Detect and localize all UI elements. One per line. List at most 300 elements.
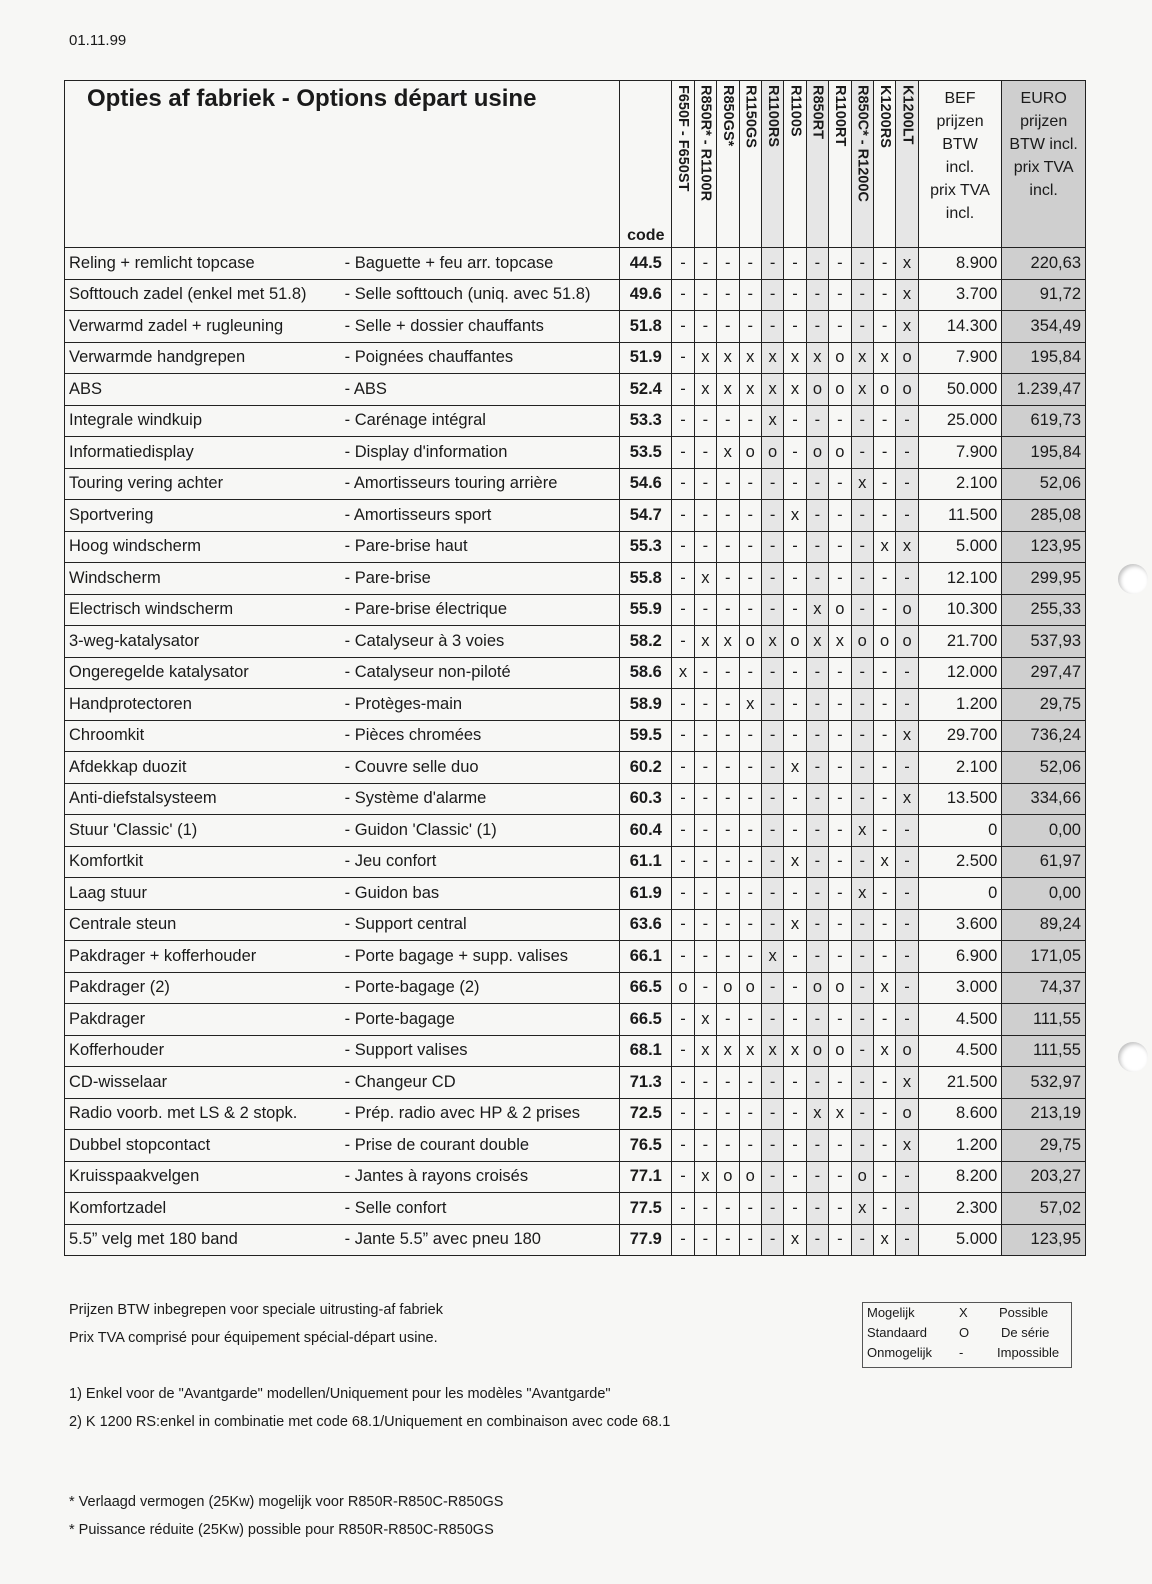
price-euro: 354,49 (1002, 311, 1086, 343)
option-code: 51.8 (620, 311, 672, 343)
availability-mark: x (717, 437, 739, 469)
model-header: R1100RT (829, 81, 851, 248)
availability-mark: - (761, 1161, 783, 1193)
price-note-nl: Prijzen BTW inbegrepen voor speciale uitrusting-af fabriek (69, 1302, 443, 1318)
availability-mark: - (829, 311, 851, 343)
availability-mark: o (896, 626, 918, 658)
option-name-fr: - Jante 5.5” avec pneu 180 (343, 1224, 620, 1256)
availability-mark: - (896, 909, 918, 941)
availability-mark: - (672, 878, 694, 910)
price-euro: 736,24 (1002, 720, 1086, 752)
availability-mark: x (896, 1067, 918, 1099)
option-name-fr: - Jantes à rayons croisés (343, 1161, 620, 1193)
option-name-nl: Sportvering (65, 500, 343, 532)
availability-mark: - (829, 689, 851, 721)
availability-mark: - (672, 815, 694, 847)
availability-mark: - (896, 563, 918, 595)
availability-mark: - (851, 1004, 873, 1036)
punch-hole (1118, 1042, 1148, 1072)
availability-mark: - (851, 594, 873, 626)
availability-mark: x (806, 342, 828, 374)
availability-mark: - (761, 594, 783, 626)
availability-mark: x (896, 531, 918, 563)
availability-mark: o (896, 1035, 918, 1067)
availability-mark: x (873, 846, 895, 878)
table-row (65, 1193, 1086, 1225)
availability-mark: o (873, 626, 895, 658)
availability-mark: x (896, 1130, 918, 1162)
option-code: 59.5 (620, 720, 672, 752)
availability-mark: - (896, 815, 918, 847)
option-code: 66.5 (620, 1004, 672, 1036)
price-bef: 13.500 (918, 783, 1002, 815)
price-bef: 29.700 (918, 720, 1002, 752)
availability-mark: x (717, 626, 739, 658)
availability-mark: - (761, 846, 783, 878)
availability-mark: o (896, 342, 918, 374)
price-euro: 111,55 (1002, 1035, 1086, 1067)
table-row (65, 1161, 1086, 1193)
availability-mark: - (717, 878, 739, 910)
availability-mark: - (851, 563, 873, 595)
availability-mark: - (829, 783, 851, 815)
legend-nl: Standaard (867, 1325, 927, 1340)
availability-mark: - (873, 815, 895, 847)
availability-mark: - (739, 909, 761, 941)
availability-mark: - (761, 1098, 783, 1130)
availability-mark: - (761, 531, 783, 563)
availability-mark: o (806, 1035, 828, 1067)
availability-mark: - (851, 531, 873, 563)
price-bef: 0 (918, 815, 1002, 847)
availability-mark: - (873, 878, 895, 910)
price-bef: 8.900 (918, 248, 1002, 280)
availability-mark: - (806, 783, 828, 815)
price-bef: 2.100 (918, 468, 1002, 500)
option-name-fr: - Prise de courant double (343, 1130, 620, 1162)
legend-symbol: X (959, 1305, 968, 1320)
option-code: 61.9 (620, 878, 672, 910)
availability-mark: - (829, 1130, 851, 1162)
availability-mark: - (851, 657, 873, 689)
option-name-nl: Komfortkit (65, 846, 343, 878)
availability-mark: - (829, 1004, 851, 1036)
availability-mark: - (851, 405, 873, 437)
availability-mark: x (739, 1035, 761, 1067)
availability-mark: - (829, 531, 851, 563)
availability-mark: - (873, 1067, 895, 1099)
availability-mark: - (873, 279, 895, 311)
availability-mark: - (672, 1130, 694, 1162)
table-row (65, 1067, 1086, 1099)
option-name-fr: - Amortisseurs touring arrière (343, 468, 620, 500)
availability-mark: - (851, 752, 873, 784)
availability-mark: o (717, 972, 739, 1004)
availability-mark: - (784, 311, 806, 343)
table-row (65, 878, 1086, 910)
availability-mark: - (829, 1161, 851, 1193)
availability-mark: - (784, 1130, 806, 1162)
availability-mark: - (829, 563, 851, 595)
availability-mark: o (829, 594, 851, 626)
legend-box (862, 1302, 1072, 1368)
availability-mark: x (739, 374, 761, 406)
availability-mark: - (717, 1130, 739, 1162)
availability-mark: - (873, 1098, 895, 1130)
availability-mark: - (717, 1224, 739, 1256)
availability-mark: - (829, 1224, 851, 1256)
availability-mark: - (896, 1224, 918, 1256)
availability-mark: - (717, 657, 739, 689)
availability-mark: - (873, 941, 895, 973)
availability-mark: - (672, 846, 694, 878)
availability-mark: - (806, 1004, 828, 1036)
option-name-fr: - Pare-brise haut (343, 531, 620, 563)
availability-mark: - (739, 846, 761, 878)
availability-mark: x (784, 342, 806, 374)
availability-mark: - (739, 1067, 761, 1099)
availability-mark: - (672, 311, 694, 343)
price-bef: 6.900 (918, 941, 1002, 973)
price-bef: 10.300 (918, 594, 1002, 626)
option-name-nl: Radio voorb. met LS & 2 stopk. (65, 1098, 343, 1130)
availability-mark: - (672, 1098, 694, 1130)
price-bef: 21.500 (918, 1067, 1002, 1099)
availability-mark: x (873, 342, 895, 374)
price-euro: 171,05 (1002, 941, 1086, 973)
availability-mark: - (851, 1035, 873, 1067)
option-name-nl: Electrisch windscherm (65, 594, 343, 626)
availability-mark: - (672, 720, 694, 752)
availability-mark: - (784, 657, 806, 689)
availability-mark: - (694, 783, 716, 815)
availability-mark: - (873, 500, 895, 532)
bef-price-header: BEF prijzen BTW incl. prix TVA incl. (918, 81, 1002, 248)
price-euro: 537,93 (1002, 626, 1086, 658)
availability-mark: - (672, 1193, 694, 1225)
availability-mark: - (806, 531, 828, 563)
option-name-nl: CD-wisselaar (65, 1067, 343, 1099)
availability-mark: - (739, 468, 761, 500)
model-header: F650F - F650ST (672, 81, 694, 248)
availability-mark: x (694, 1035, 716, 1067)
availability-mark: - (694, 468, 716, 500)
availability-mark: x (851, 1193, 873, 1225)
availability-mark: - (739, 594, 761, 626)
availability-mark: - (672, 752, 694, 784)
availability-mark: - (717, 752, 739, 784)
availability-mark: x (873, 1035, 895, 1067)
availability-mark: - (806, 657, 828, 689)
option-code: 71.3 (620, 1067, 672, 1099)
availability-mark: - (896, 468, 918, 500)
option-name-nl: Integrale windkuip (65, 405, 343, 437)
price-euro: 203,27 (1002, 1161, 1086, 1193)
availability-mark: - (851, 437, 873, 469)
table-row (65, 437, 1086, 469)
availability-mark: - (784, 248, 806, 280)
price-euro: 0,00 (1002, 878, 1086, 910)
option-name-nl: Softtouch zadel (enkel met 51.8) (65, 279, 343, 311)
availability-mark: - (851, 783, 873, 815)
availability-mark: - (784, 531, 806, 563)
availability-mark: x (806, 626, 828, 658)
availability-mark: - (851, 909, 873, 941)
availability-mark: x (896, 720, 918, 752)
table-row (65, 248, 1086, 280)
availability-mark: - (896, 941, 918, 973)
option-code: 66.1 (620, 941, 672, 973)
availability-mark: - (761, 248, 783, 280)
price-bef: 7.900 (918, 342, 1002, 374)
option-name-fr: - Catalyseur non-piloté (343, 657, 620, 689)
availability-mark: - (873, 1004, 895, 1036)
availability-mark: - (873, 594, 895, 626)
availability-mark: - (896, 689, 918, 721)
availability-mark: - (806, 752, 828, 784)
availability-mark: - (873, 1161, 895, 1193)
availability-mark: o (739, 1161, 761, 1193)
availability-mark: o (896, 1098, 918, 1130)
availability-mark: - (717, 594, 739, 626)
availability-mark: o (829, 972, 851, 1004)
availability-mark: - (873, 563, 895, 595)
table-row (65, 689, 1086, 721)
availability-mark: - (717, 846, 739, 878)
availability-mark: x (873, 1224, 895, 1256)
table-row (65, 500, 1086, 532)
price-euro: 195,84 (1002, 342, 1086, 374)
availability-mark: - (739, 531, 761, 563)
model-header: R1100S (784, 81, 806, 248)
option-name-nl: Windscherm (65, 563, 343, 595)
availability-mark: x (784, 1035, 806, 1067)
option-name-nl: Ongeregelde katalysator (65, 657, 343, 689)
availability-mark: - (672, 1004, 694, 1036)
option-name-nl: Touring vering achter (65, 468, 343, 500)
availability-mark: - (873, 437, 895, 469)
option-name-fr: - Carénage intégral (343, 405, 620, 437)
availability-mark: - (784, 563, 806, 595)
option-code: 77.1 (620, 1161, 672, 1193)
option-name-nl: Hoog windscherm (65, 531, 343, 563)
option-name-nl: Stuur 'Classic' (1) (65, 815, 343, 847)
availability-mark: - (873, 1193, 895, 1225)
availability-mark: o (829, 437, 851, 469)
availability-mark: o (873, 374, 895, 406)
option-name-fr: - Support central (343, 909, 620, 941)
footnote-star-nl: * Verlaagd vermogen (25Kw) mogelijk voor R850R-R850C-R850GS (69, 1494, 504, 1510)
option-name-nl: Verwarmde handgrepen (65, 342, 343, 374)
page-title: Opties af fabriek - Options départ usine (65, 81, 620, 248)
price-bef: 3.000 (918, 972, 1002, 1004)
availability-mark: - (896, 1161, 918, 1193)
availability-mark: - (806, 500, 828, 532)
availability-mark: - (739, 248, 761, 280)
availability-mark: - (694, 720, 716, 752)
availability-mark: - (717, 500, 739, 532)
availability-mark: - (806, 941, 828, 973)
availability-mark: - (873, 909, 895, 941)
table-row (65, 374, 1086, 406)
table-row (65, 972, 1086, 1004)
price-bef: 2.100 (918, 752, 1002, 784)
availability-mark: - (672, 1161, 694, 1193)
availability-mark: o (672, 972, 694, 1004)
table-row (65, 1224, 1086, 1256)
availability-mark: - (806, 878, 828, 910)
option-name-nl: Pakdrager (65, 1004, 343, 1036)
price-bef: 11.500 (918, 500, 1002, 532)
availability-mark: - (873, 689, 895, 721)
availability-mark: - (739, 815, 761, 847)
availability-mark: x (717, 374, 739, 406)
price-euro: 61,97 (1002, 846, 1086, 878)
price-bef: 2.300 (918, 1193, 1002, 1225)
option-code: 49.6 (620, 279, 672, 311)
footnote-1: 1) Enkel voor de "Avantgarde" modellen/Uniquement pour les modèles "Avantgarde" (69, 1386, 611, 1402)
availability-mark: - (739, 1004, 761, 1036)
availability-mark: - (672, 941, 694, 973)
availability-mark: x (694, 626, 716, 658)
availability-mark: - (739, 279, 761, 311)
availability-mark: x (717, 342, 739, 374)
table-row (65, 594, 1086, 626)
availability-mark: - (806, 279, 828, 311)
availability-mark: - (784, 1098, 806, 1130)
footnote-star-fr: * Puissance réduite (25Kw) possible pour R850R-R850C-R850GS (69, 1522, 494, 1538)
option-name-fr: - Pare-brise électrique (343, 594, 620, 626)
option-name-nl: Komfortzadel (65, 1193, 343, 1225)
availability-mark: - (761, 783, 783, 815)
availability-mark: - (761, 468, 783, 500)
option-code: 77.5 (620, 1193, 672, 1225)
availability-mark: - (672, 342, 694, 374)
availability-mark: - (739, 1224, 761, 1256)
availability-mark: - (829, 846, 851, 878)
price-euro: 213,19 (1002, 1098, 1086, 1130)
price-euro: 532,97 (1002, 1067, 1086, 1099)
price-bef: 8.600 (918, 1098, 1002, 1130)
availability-mark: - (672, 500, 694, 532)
availability-mark: - (829, 909, 851, 941)
availability-mark: - (739, 1130, 761, 1162)
availability-mark: - (694, 909, 716, 941)
legend-symbol: - (959, 1345, 964, 1360)
price-euro: 89,24 (1002, 909, 1086, 941)
availability-mark: - (739, 941, 761, 973)
option-name-fr: - Guidon bas (343, 878, 620, 910)
availability-mark: - (806, 405, 828, 437)
availability-mark: - (851, 846, 873, 878)
availability-mark: - (896, 972, 918, 1004)
option-name-fr: - Couvre selle duo (343, 752, 620, 784)
option-name-fr: - Pare-brise (343, 563, 620, 595)
option-name-fr: - Selle confort (343, 1193, 620, 1225)
availability-mark: - (851, 941, 873, 973)
availability-mark: - (851, 311, 873, 343)
option-code: 63.6 (620, 909, 672, 941)
availability-mark: - (672, 405, 694, 437)
availability-mark: - (896, 500, 918, 532)
availability-mark: - (694, 1067, 716, 1099)
availability-mark: o (739, 437, 761, 469)
option-code: 66.5 (620, 972, 672, 1004)
option-name-nl: Handprotectoren (65, 689, 343, 721)
option-code: 60.2 (620, 752, 672, 784)
availability-mark: - (717, 909, 739, 941)
availability-mark: - (829, 279, 851, 311)
availability-mark: - (873, 720, 895, 752)
availability-mark: - (739, 657, 761, 689)
availability-mark: - (806, 563, 828, 595)
availability-mark: - (694, 972, 716, 1004)
legend-nl: Onmogelijk (867, 1345, 933, 1360)
availability-mark: - (806, 1193, 828, 1225)
option-name-fr: - Porte-bagage (343, 1004, 620, 1036)
availability-mark: - (739, 563, 761, 595)
availability-mark: - (873, 752, 895, 784)
availability-mark: - (694, 500, 716, 532)
model-header: R850GS* (717, 81, 739, 248)
availability-mark: - (739, 500, 761, 532)
availability-mark: - (873, 1130, 895, 1162)
availability-mark: - (672, 468, 694, 500)
option-code: 52.4 (620, 374, 672, 406)
price-bef: 4.500 (918, 1035, 1002, 1067)
availability-mark: - (784, 878, 806, 910)
availability-mark: - (873, 468, 895, 500)
price-euro: 334,66 (1002, 783, 1086, 815)
price-euro: 57,02 (1002, 1193, 1086, 1225)
availability-mark: - (784, 689, 806, 721)
availability-mark: - (717, 1193, 739, 1225)
price-note-fr: Prix TVA comprisé pour équipement spécial-départ usine. (69, 1330, 438, 1346)
option-name-fr: - Jeu confort (343, 846, 620, 878)
availability-mark: x (784, 374, 806, 406)
availability-mark: - (806, 909, 828, 941)
availability-mark: x (694, 374, 716, 406)
availability-mark: - (851, 1098, 873, 1130)
code-header: code (620, 81, 672, 248)
availability-mark: - (694, 1193, 716, 1225)
availability-mark: - (694, 311, 716, 343)
price-euro: 619,73 (1002, 405, 1086, 437)
availability-mark: - (829, 500, 851, 532)
availability-mark: - (761, 500, 783, 532)
price-euro: 111,55 (1002, 1004, 1086, 1036)
availability-mark: o (717, 1161, 739, 1193)
availability-mark: - (806, 846, 828, 878)
price-bef: 2.500 (918, 846, 1002, 878)
option-name-nl: Verwarmd zadel + rugleuning (65, 311, 343, 343)
availability-mark: - (829, 815, 851, 847)
option-name-fr: - Baguette + feu arr. topcase (343, 248, 620, 280)
availability-mark: - (851, 720, 873, 752)
price-euro: 285,08 (1002, 500, 1086, 532)
price-euro: 29,75 (1002, 1130, 1086, 1162)
availability-mark: - (761, 720, 783, 752)
legend-row (867, 1345, 1067, 1365)
table-row (65, 720, 1086, 752)
availability-mark: - (784, 594, 806, 626)
legend-fr: De série (1001, 1325, 1050, 1340)
availability-mark: - (672, 1224, 694, 1256)
availability-mark: o (806, 437, 828, 469)
table-row (65, 531, 1086, 563)
table-row (65, 657, 1086, 689)
price-bef: 3.600 (918, 909, 1002, 941)
